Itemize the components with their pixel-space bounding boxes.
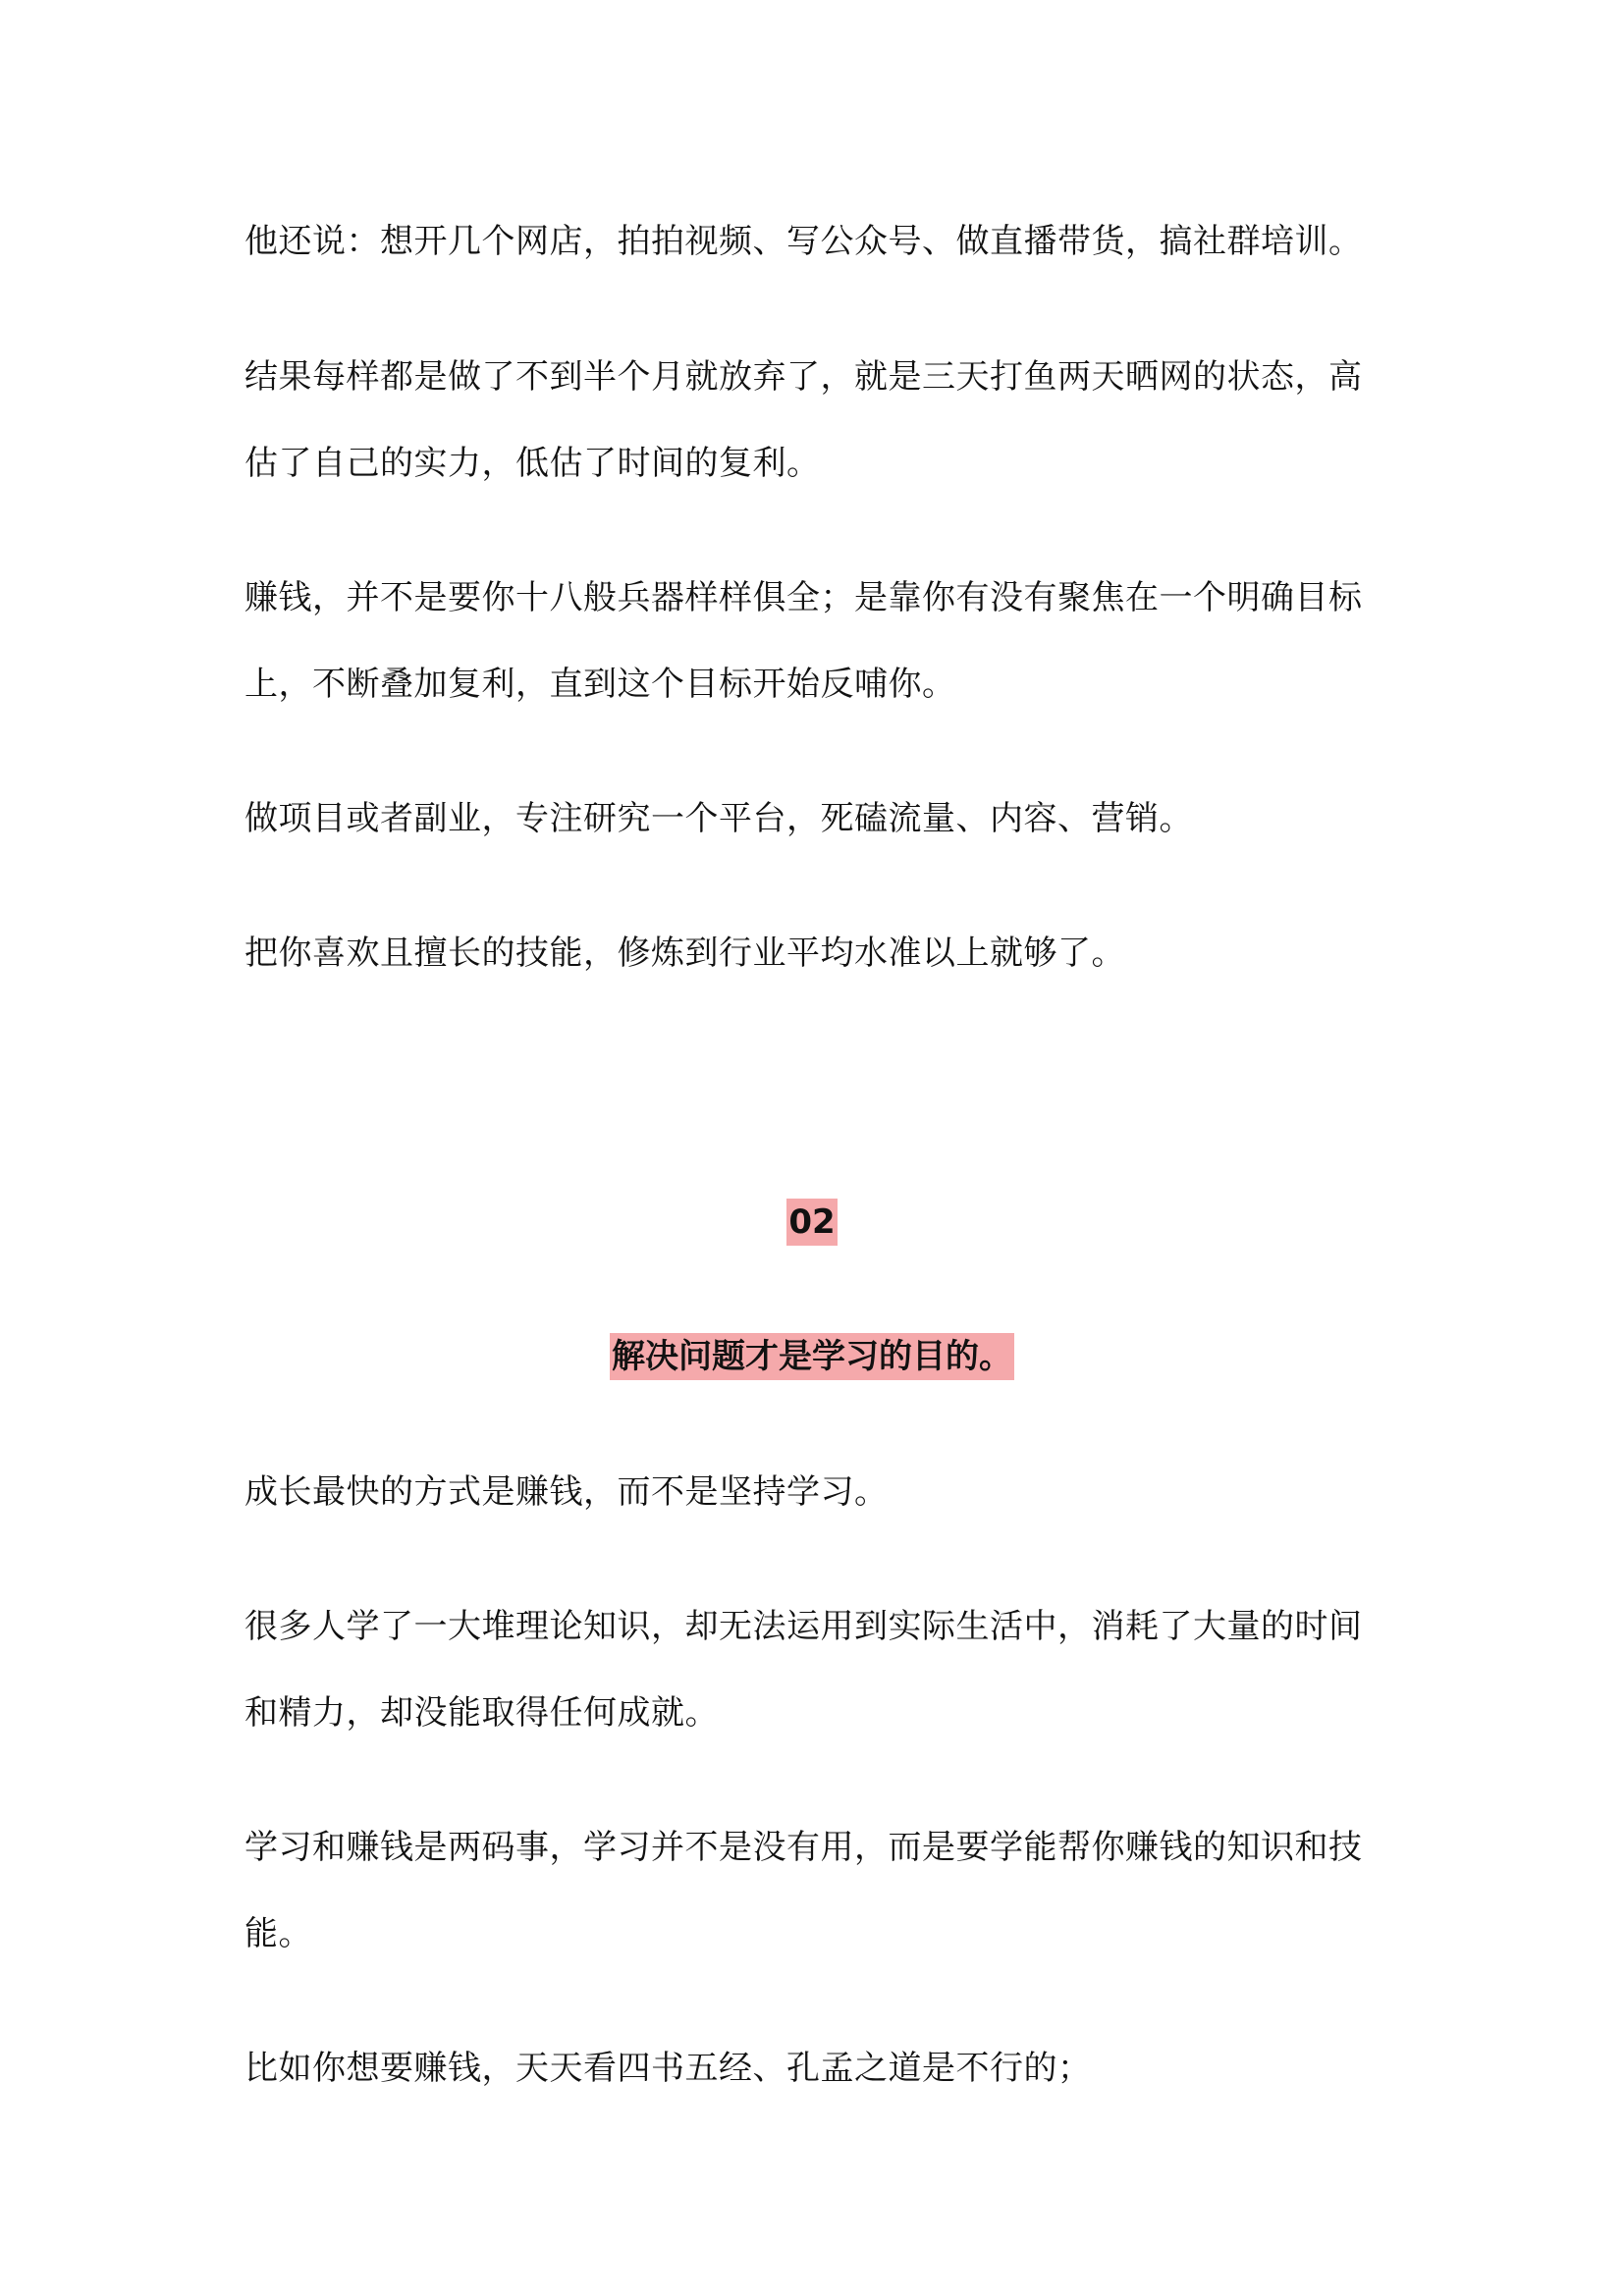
paragraph-gave-up: 结果每样都是做了不到半个月就放弃了，就是三天打鱼两天晒网的状态，高估了自己的实力，低估了时间的复利。 [244, 357, 1363, 483]
paragraph-skill-level: 把你喜欢且擅长的技能，修炼到行业平均水准以上就够了。 [244, 934, 1125, 973]
paragraph-example: 比如你想要赚钱，天天看四书五经、孔孟之道是不行的； [244, 2049, 1092, 2088]
section-number [0, 1195, 1624, 1250]
paragraph-focus-goal: 赚钱，并不是要你十八般兵器样样俱全；是靠你有没有聚焦在一个明确目标上，不断叠加复利，直到这个目标开始反哺你。 [244, 578, 1363, 704]
paragraph-plans: 他还说：想开几个网店，拍拍视频、写公众号、做直播带货，搞社群培训。 [244, 222, 1363, 261]
paragraph-one-platform: 做项目或者副业，专注研究一个平台，死磕流量、内容、营销。 [244, 799, 1193, 838]
paragraph-theory-knowledge: 很多人学了一大堆理论知识，却无法运用到实际生活中，消耗了大量的时间和精力，却没能取得任何成就。 [244, 1607, 1363, 1733]
section-number-label: 02 [786, 1199, 837, 1246]
section-heading [0, 1327, 1624, 1386]
paragraph-grow-fastest: 成长最快的方式是赚钱，而不是坚持学习。 [244, 1472, 889, 1512]
paragraph-learning-vs-earning: 学习和赚钱是两码事，学习并不是没有用，而是要学能帮你赚钱的知识和技能。 [244, 1828, 1363, 1953]
section-heading-label: 解决问题才是学习的目的。 [610, 1333, 1014, 1380]
